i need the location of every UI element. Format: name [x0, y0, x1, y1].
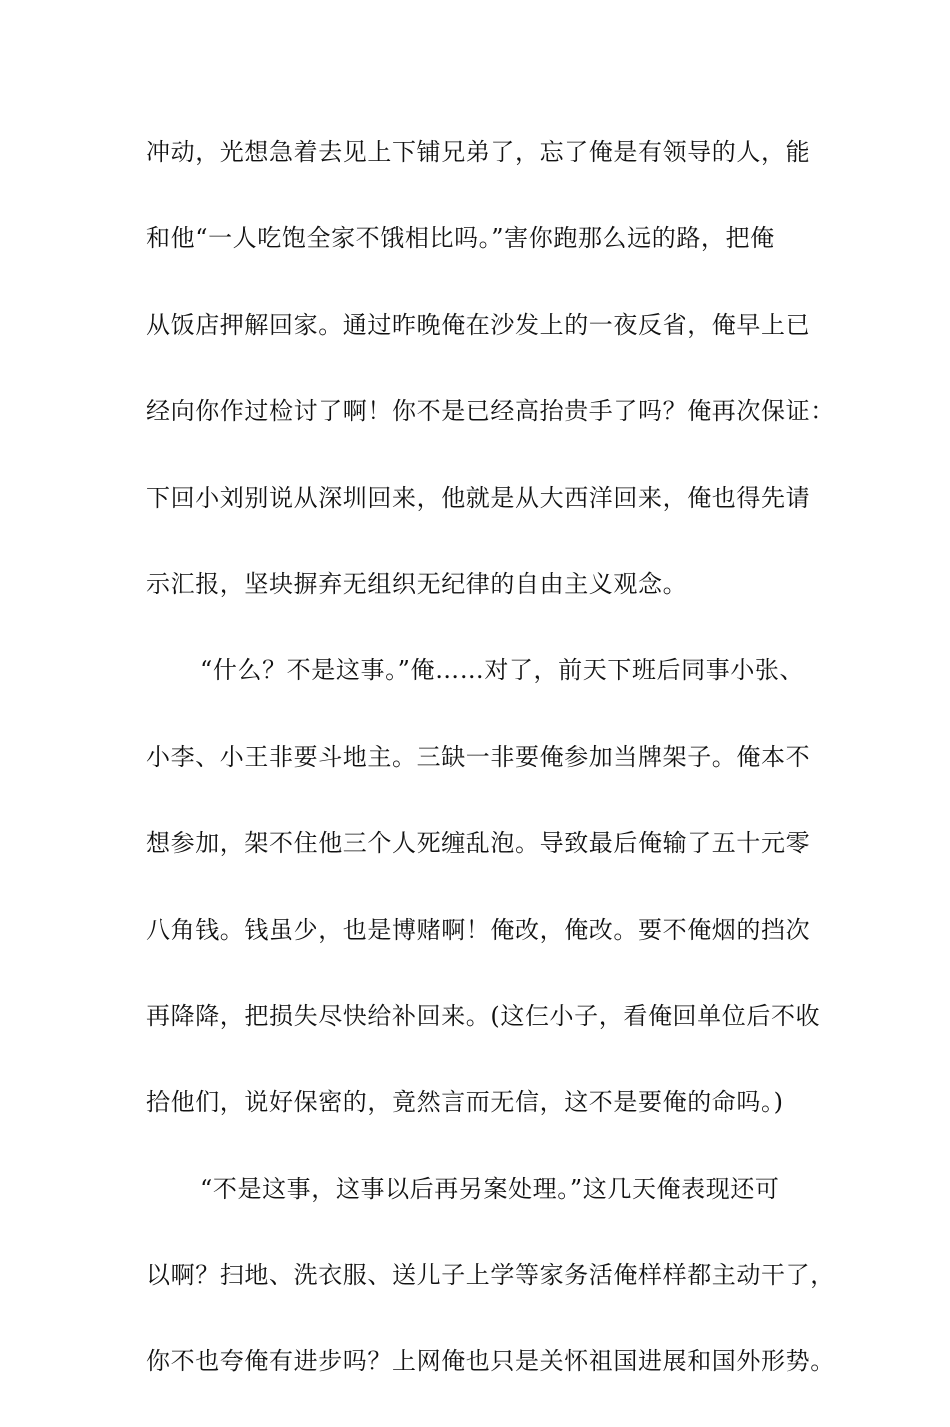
text-line-8: 小李、小王非要斗地主。三缺一非要俺参加当牌架子。俺本不 — [146, 742, 811, 771]
text-line-15: 你不也夸俺有进步吗？上网俺也只是关怀祖国进展和国外形势。 — [146, 1347, 835, 1376]
text-line-4: 经向你作过检讨了啊！你不是已经高抬贵手了吗？俺再次保证： — [146, 397, 835, 426]
body-text — [146, 131, 835, 1427]
text-line-14: 以啊？扫地、洗衣服、送儿子上学等家务活俺样样都主动干了， — [146, 1261, 835, 1290]
text-line-12: 拾他们，说好保密的，竟然言而无信，这不是要俺的命吗。) — [146, 1088, 784, 1117]
text-line-11: 再降降，把损失尽快给补回来。(这仨小子，看俺回单位后不收 — [146, 1001, 821, 1030]
text-line-7-paragraph-start: “什么？不是这事。”俺……对了，前天下班后同事小张、 — [200, 656, 805, 685]
text-line-10: 八角钱。钱虽少，也是博赌啊！俺改，俺改。要不俺烟的挡次 — [146, 915, 811, 944]
text-line-13-paragraph-start: “不是这事，这事以后再另案处理。”这几天俺表现还可 — [200, 1174, 780, 1203]
text-line-5: 下回小刘别说从深圳回来，他就是从大西洋回来，俺也得先请 — [146, 483, 811, 512]
text-line-6: 示汇报，坚块摒弃无组织无纪律的自由主义观念。 — [146, 569, 688, 598]
text-line-1: 冲动，光想急着去见上下铺兄弟了，忘了俺是有领导的人，能 — [146, 138, 811, 166]
text-line-2: 和他“一人吃饱全家不饿相比吗。”害你跑那么远的路，把俺 — [146, 224, 775, 253]
text-line-9: 想参加，架不住他三个人死缠乱泡。导致最后俺输了五十元零 — [146, 829, 811, 858]
text-line-3: 从饭店押解回家。通过昨晚俺在沙发上的一夜反省，俺早上已 — [146, 310, 811, 339]
